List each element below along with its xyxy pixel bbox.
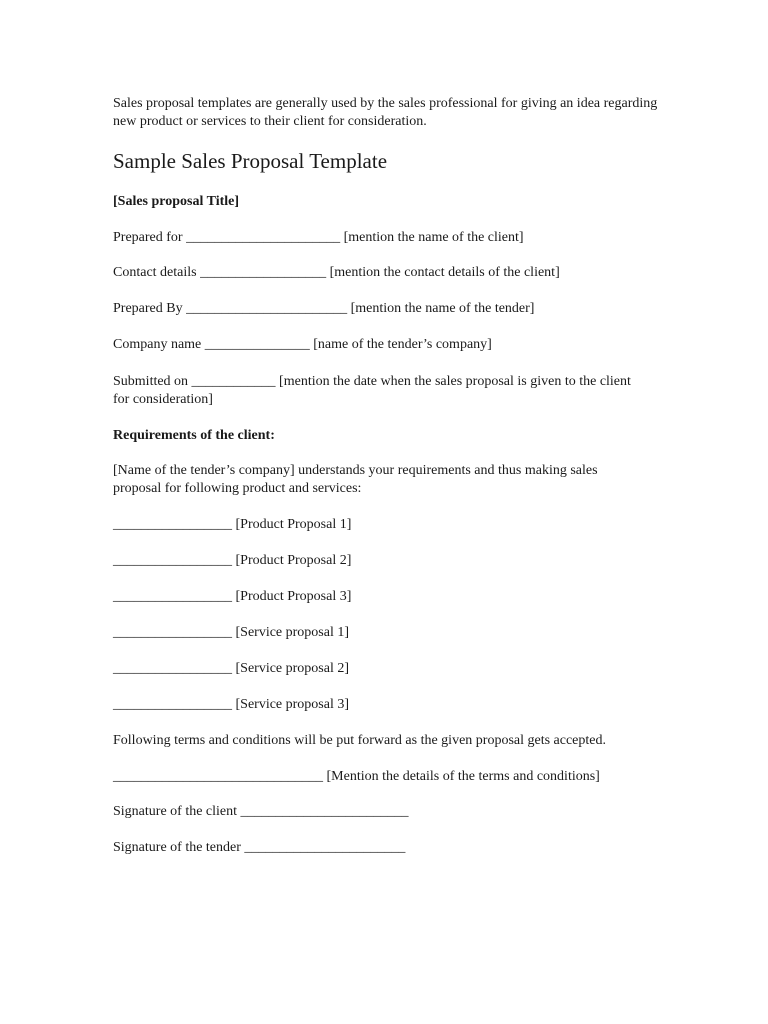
requirements-heading: Requirements of the client: [113, 428, 275, 443]
terms-intro: Following terms and conditions will be put forward as the given proposal gets accepted. [113, 733, 607, 748]
proposal-title-placeholder: [Sales proposal Title] [113, 194, 240, 209]
contact-details-line: Contact details __________________ [mention the contact details of the client] [113, 265, 560, 280]
product-proposal-3-line: _________________ [Product Proposal 3] [113, 589, 352, 604]
service-proposal-1-line: _________________ [Service proposal 1] [113, 625, 350, 640]
prepared-for-line: Prepared for ______________________ [mention the name of the client] [113, 230, 524, 245]
requirements-paragraph: [Name of the tender’s company] understands your requirements and thus making sales proposal for following product and services: [113, 463, 598, 496]
product-proposal-1-line: _________________ [Product Proposal 1] [113, 517, 352, 532]
product-proposal-2-line: _________________ [Product Proposal 2] [113, 553, 352, 568]
service-proposal-3-line: _________________ [Service proposal 3] [113, 697, 350, 712]
company-name-line: Company name _______________ [name of the tender’s company] [113, 337, 492, 352]
signature-tender-line: Signature of the tender _______________________ [113, 840, 406, 855]
intro-paragraph: Sales proposal templates are generally used by the sales professional for giving an idea regarding new product or services to their client for consideration. [113, 96, 658, 129]
submitted-on-line: Submitted on ____________ [mention the date when the sales proposal is given to the client for consideration] [113, 374, 631, 407]
terms-line: ______________________________ [Mention the details of the terms and conditions] [113, 769, 600, 784]
prepared-by-line: Prepared By _______________________ [mention the name of the tender] [113, 301, 535, 316]
service-proposal-2-line: _________________ [Service proposal 2] [113, 661, 350, 676]
signature-client-line: Signature of the client ________________________ [113, 804, 409, 819]
page-title: Sample Sales Proposal Template [113, 149, 388, 173]
